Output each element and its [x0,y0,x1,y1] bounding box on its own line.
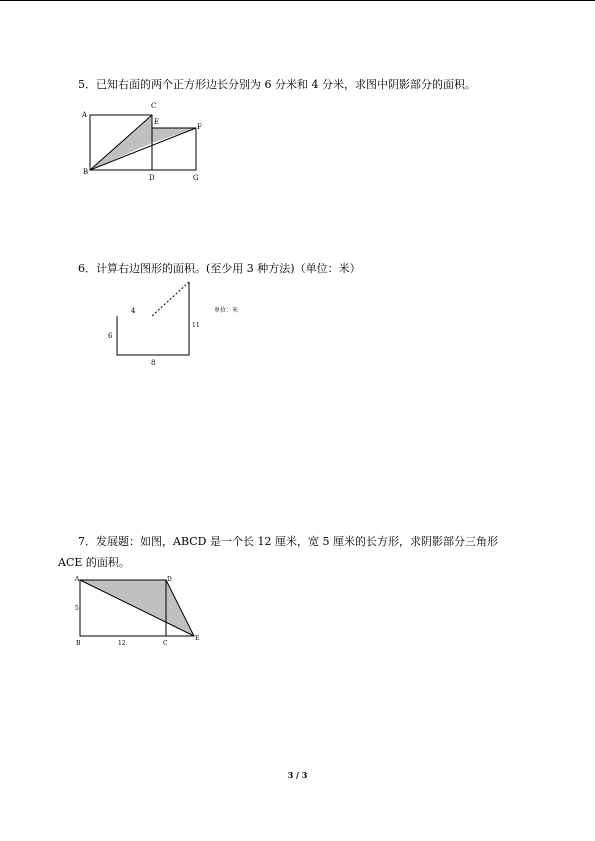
figure-7-label-D: D [167,576,172,583]
figure-6-label-bottom: 8 [151,359,156,367]
question-6-text: 6．计算右边图形的面积。(至少用 3 种方法)（单位：米） [78,262,361,275]
page-number: 3 / 3 [287,770,308,780]
figure-5-label-G: G [193,174,199,182]
figure-7-label-E: E [195,635,200,642]
figure-7-label-bottom: 12 [118,640,126,647]
figure-6-unit-label: 单位：米 [214,307,239,314]
figure-6-label-top: 4 [131,307,136,315]
question-5-text: 5．已知右面的两个正方形边长分别为 6 分米和 4 分米，求图中阴影部分的面积。 [78,78,476,91]
figure-5-label-E: E [154,118,160,126]
figure-5 [81,102,202,182]
figure-6-dashed-edge [152,282,189,316]
figure-6-label-right: 11 [192,322,200,329]
figure-7-label-left: 5 [75,605,79,612]
figure-6-label-left: 6 [108,332,113,340]
question-7-text-line2: ACE 的面积。 [58,556,130,569]
figure-7-label-C: C [163,640,168,647]
figure-6-outline [117,282,189,355]
figure-5-label-B: B [83,168,89,176]
question-7-text-line1: 7．发展题：如图，ABCD 是一个长 12 厘米，宽 5 厘米的长方形，求阴影部分三角形 [78,535,498,548]
figure-7 [74,576,199,647]
figure-7-label-B: B [76,640,81,647]
figure-7-label-A: A [75,576,80,583]
figure-5-label-top: C [151,102,157,110]
figure-5-label-A: A [82,111,88,119]
figure-6 [108,282,238,367]
figure-5-label-D: D [149,174,155,182]
figure-5-label-F: F [197,123,202,131]
